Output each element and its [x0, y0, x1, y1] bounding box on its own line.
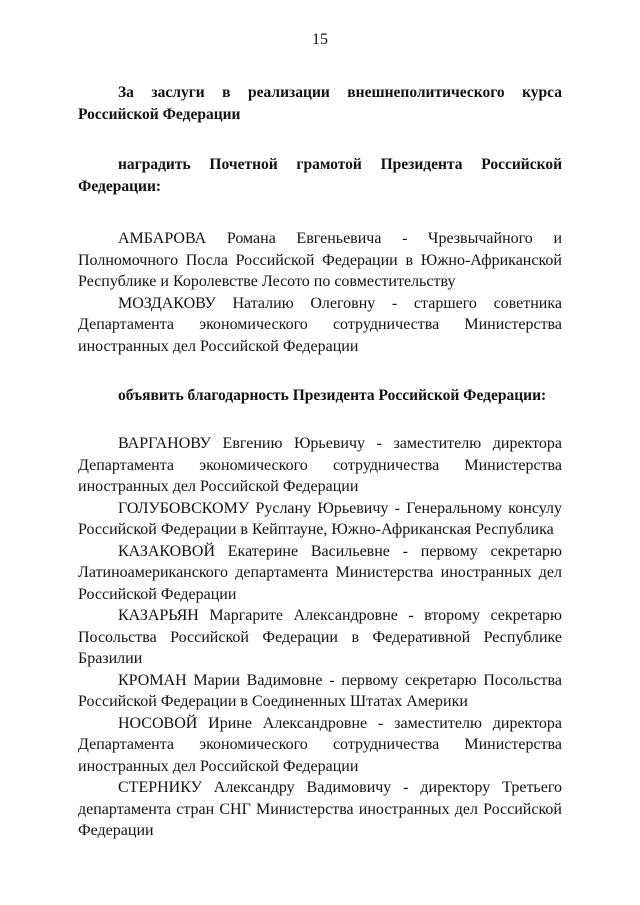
thanks-recipient: КРОМАН Марии Вадимовне - первому секретарю Посольства Российской Федерации в Соединенных Штатах Америки: [78, 671, 562, 710]
award-recipient: МОЗДАКОВУ Наталию Олеговну - старшего советника Департамента экономического сотрудничества Министерства иностранных дел Российской Федерации: [78, 294, 562, 355]
thanks-recipient: СТЕРНИКУ Александру Вадимовичу - директору Третьего департамента стран СНГ Министерства иностранных дел Российской Федерации: [78, 779, 562, 839]
thanks-recipient: НОСОВОЙ Ирине Александровне - заместителю директора Департамента экономического сотрудничества Министерства иностранных дел Российской Федерации: [78, 714, 562, 775]
award-intro: За заслуги в реализации внешнеполитического курса Российской Федерации: [78, 84, 562, 123]
award-action-heading: наградить Почетной грамотой Президента Российской Федерации:: [78, 156, 562, 195]
award-recipients-list: [78, 228, 562, 357]
page-number: 15: [312, 31, 328, 48]
document-body: [78, 30, 562, 842]
thanks-recipient: ВАРГАНОВУ Евгению Юрьевичу - заместителю директора Департамента экономического сотрудничества Министерства иностранных дел Российской Федерации: [78, 435, 562, 495]
thanks-recipient: КАЗАРЬЯН Маргарите Александровне - второму секретарю Посольства Российской Федерации в Федеративной Республике Бразилии: [78, 607, 562, 667]
thanks-recipient: ГОЛУБОВСКОМУ Руслану Юрьевичу - Генеральному консулу Российской Федерации в Кейптауне, Южно-Африканская Республика: [78, 499, 562, 538]
thanks-recipients-list: [78, 433, 562, 842]
award-recipient: АМБАРОВА Романа Евгеньевича - Чрезвычайного и Полномочного Посла Российской Федерации в Южно-Африканской Республике и Королевстве Лесото по совместительству: [78, 230, 562, 290]
thanks-recipient: КАЗАКОВОЙ Екатерине Васильевне - первому секретарю Латиноамериканского департамента Министерства иностранных дел Российской Федерации: [78, 542, 562, 603]
thanks-action-heading: объявить благодарность Президента Российской Федерации:: [118, 387, 547, 404]
